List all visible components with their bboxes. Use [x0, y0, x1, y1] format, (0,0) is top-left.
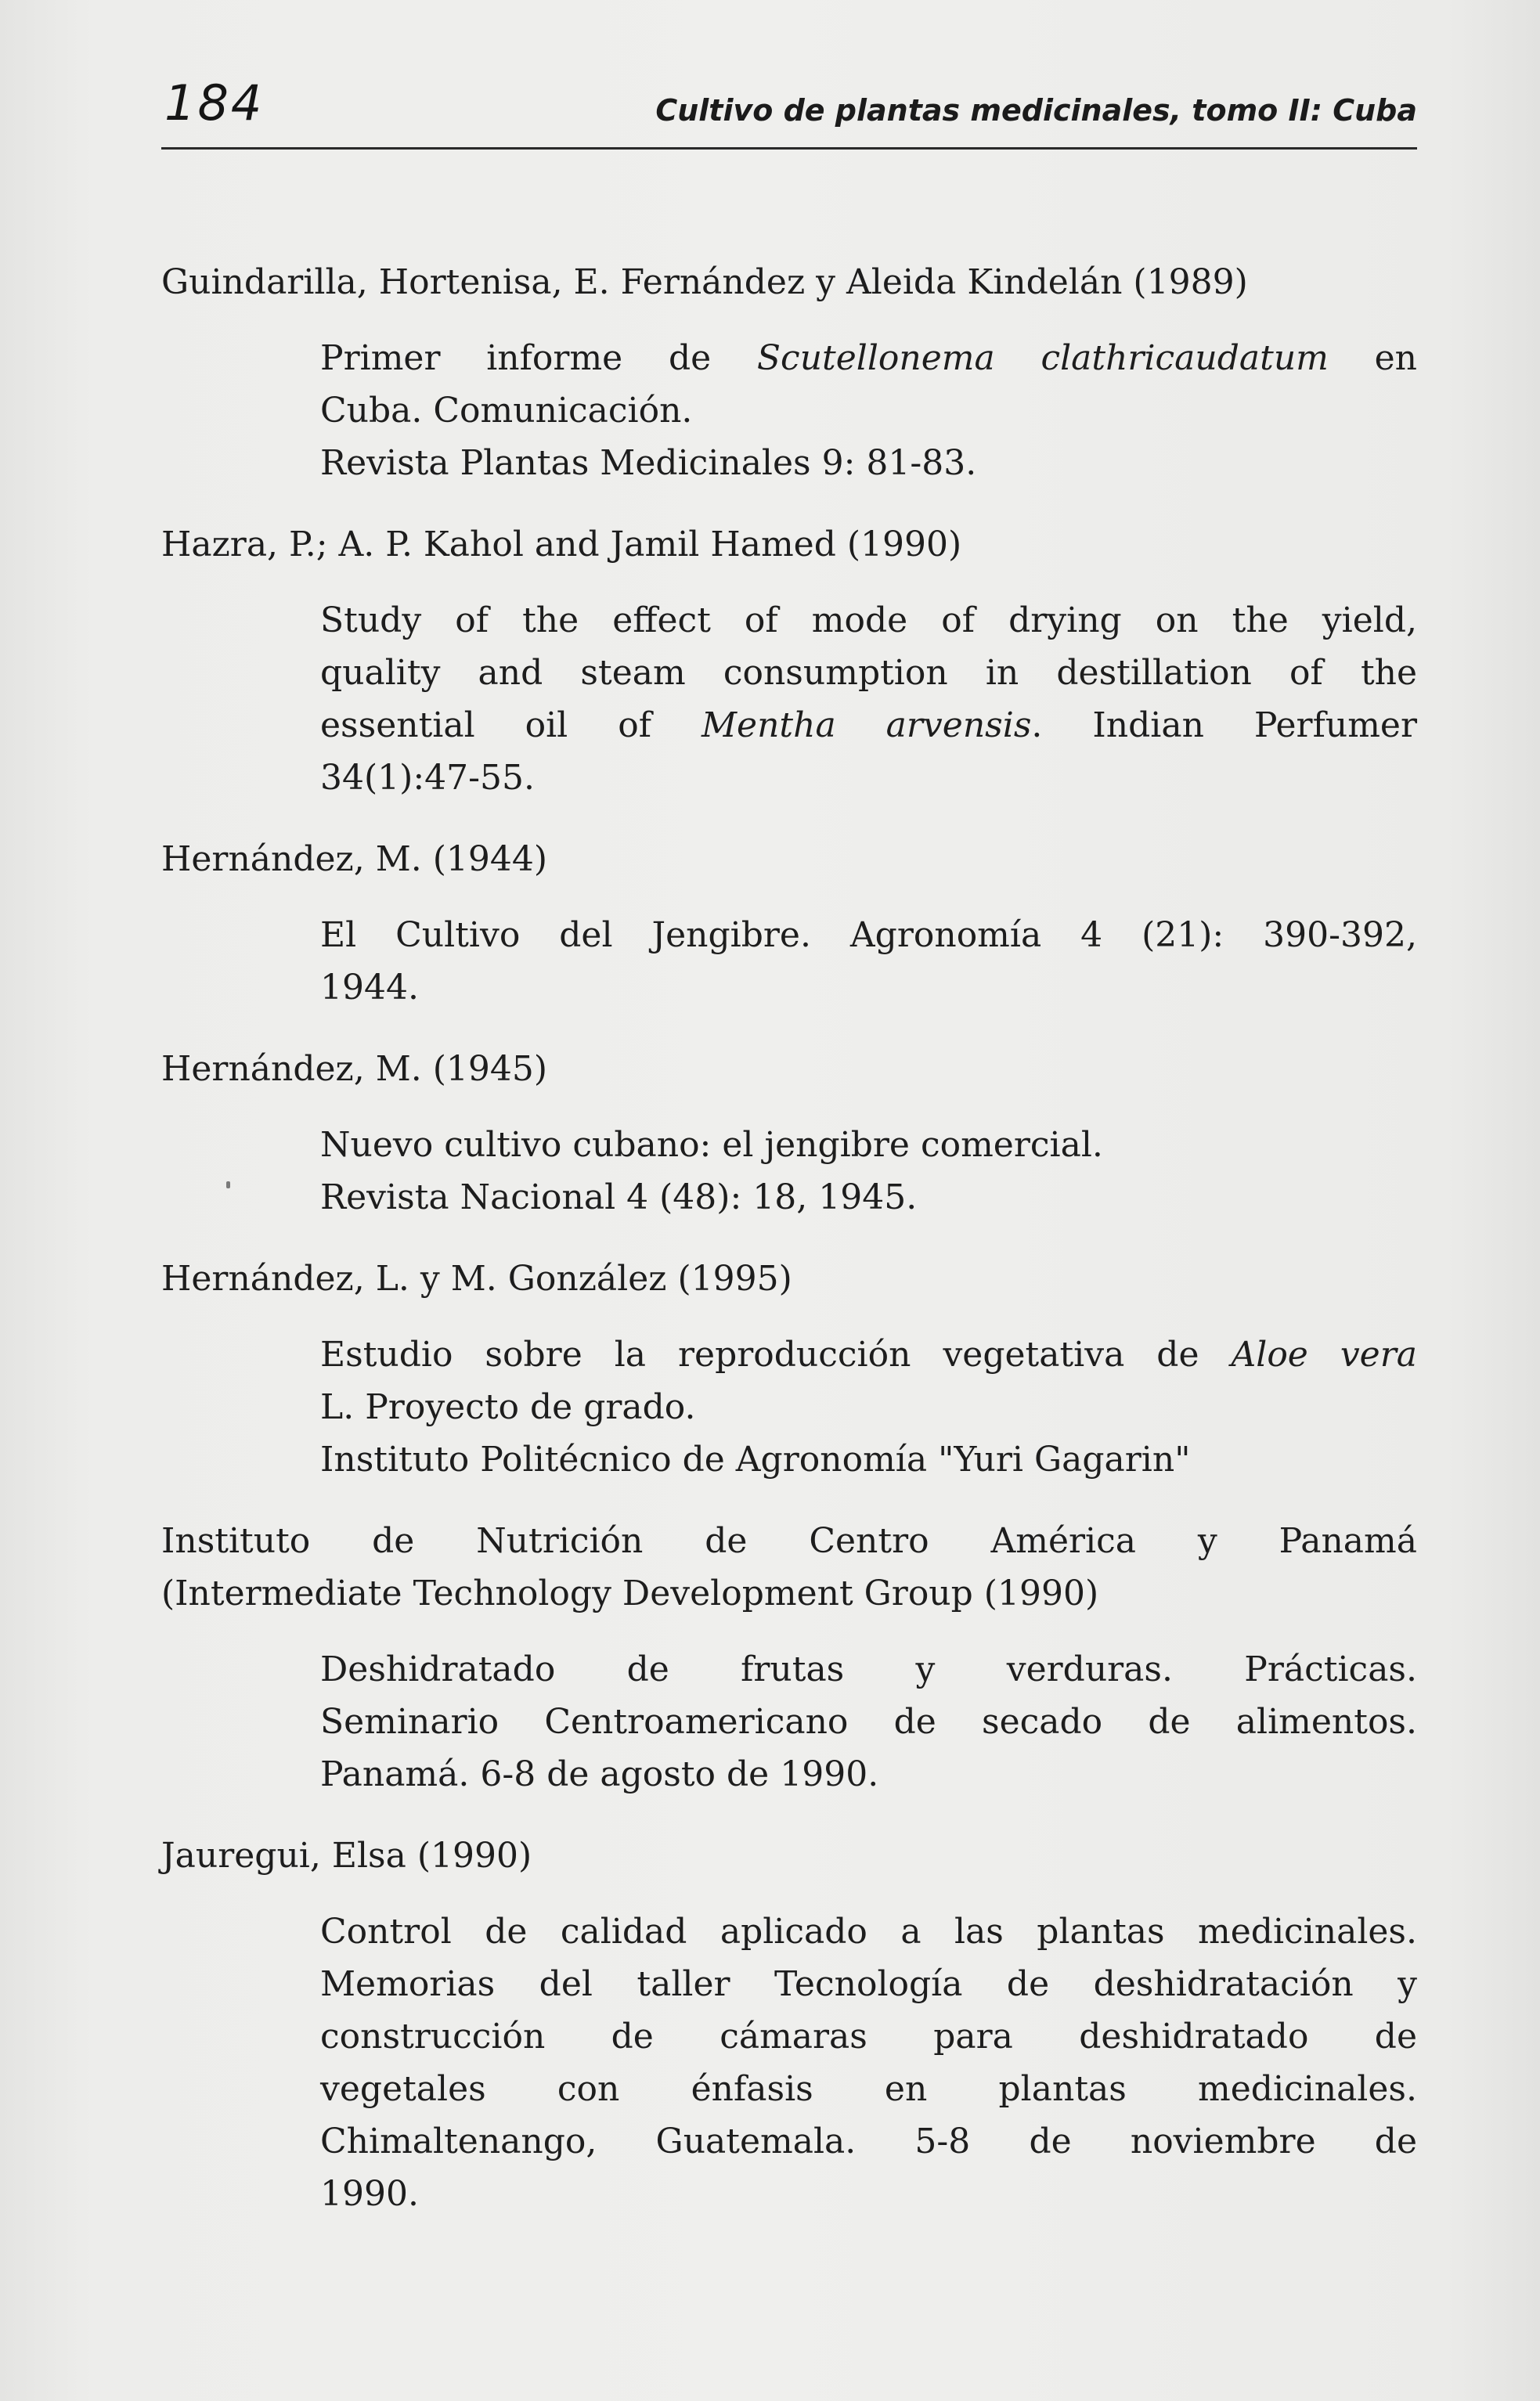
bibliography-entry: [161, 1515, 1417, 1801]
entry-detail: [320, 909, 1417, 1014]
entry-line: Revista Nacional 4 (48): 18, 1945.: [320, 1177, 918, 1217]
entry-line: Revista Plantas Medicinales 9: 81-83.: [320, 443, 977, 483]
entry-line: essential oil of Mentha arvensis. Indian Perfumer: [320, 705, 1418, 745]
entry-author: Guindarilla, Hortenisa, E. Fernández y Aleida Kindelán (1989): [161, 262, 1248, 302]
entry-detail: [320, 1643, 1417, 1801]
entry-line: 1944.: [320, 968, 419, 1008]
entry-line: 1990.: [320, 2174, 419, 2214]
entry-detail: [320, 594, 1417, 804]
bibliography-entry: [161, 518, 1417, 804]
entry-author: Hernández, M. (1944): [161, 839, 548, 879]
entry-author: Instituto de Nutrición de Centro América y Panamá: [161, 1521, 1417, 1561]
entry-line: Cuba. Comunicación.: [320, 391, 693, 431]
entry-detail: [320, 332, 1417, 489]
print-speck: [226, 1181, 230, 1188]
entry-line: El Cultivo del Jengibre. Agronomía 4 (21): 390-392,: [320, 915, 1417, 955]
page-number: 184: [164, 74, 265, 132]
bibliography-entry: [161, 1043, 1417, 1224]
entry-line: Control de calidad aplicado a las plantas medicinales.: [320, 1912, 1417, 1952]
entry-line: construcción de cámaras para deshidratado de: [320, 2017, 1417, 2057]
entry-author: Hernández, L. y M. González (1995): [161, 1259, 792, 1299]
entry-author: Hazra, P.; A. P. Kahol and Jamil Hamed (1990): [161, 525, 962, 564]
entry-line: vegetales con énfasis en plantas medicinales.: [320, 2069, 1417, 2109]
entry-line: Estudio sobre la reproducción vegetativa de Aloe vera: [320, 1335, 1417, 1375]
entry-author: Jauregui, Elsa (1990): [161, 1836, 532, 1876]
bibliography-entry: [161, 256, 1417, 489]
bibliography-entry: [161, 1253, 1417, 1486]
entry-line: L. Proyecto de grado.: [320, 1387, 696, 1427]
entry-detail: [320, 1328, 1417, 1486]
entry-author: Hernández, M. (1945): [161, 1049, 548, 1089]
running-title: Cultivo de plantas medicinales, tomo II: Cuba: [655, 93, 1417, 128]
entry-line: Deshidratado de frutas y verduras. Prácticas.: [320, 1649, 1417, 1689]
entry-detail: [320, 1905, 1417, 2220]
bibliography-entry: [161, 833, 1417, 1014]
bibliography-list: [161, 256, 1417, 2249]
scientific-name: Aloe vera: [1231, 1335, 1417, 1375]
entry-line: Chimaltenango, Guatemala. 5-8 de noviembre de: [320, 2122, 1417, 2161]
entry-line: Panamá. 6-8 de agosto de 1990.: [320, 1754, 879, 1794]
bibliography-entry: [161, 1830, 1417, 2220]
entry-line: Memorias del taller Tecnología de deshidratación y: [320, 1964, 1417, 2004]
entry-detail: [320, 1119, 1417, 1224]
page-header: [161, 74, 1417, 150]
scientific-name: Scutellonema clathricaudatum: [756, 338, 1329, 378]
scientific-name: Mentha arvensis: [701, 705, 1032, 745]
entry-line: Study of the effect of mode of drying on the yield,: [320, 600, 1417, 640]
entry-line: Instituto Politécnico de Agronomía "Yuri Gagarin": [320, 1440, 1191, 1480]
entry-line: Primer informe de Scutellonema clathricaudatum en: [320, 338, 1418, 378]
entry-line: quality and steam consumption in destillation of the: [320, 653, 1417, 693]
entry-line: Nuevo cultivo cubano: el jengibre comercial.: [320, 1125, 1103, 1165]
entry-line: Seminario Centroamericano de secado de alimentos.: [320, 1702, 1417, 1742]
header-rule: [161, 147, 1417, 150]
entry-author-continued: (Intermediate Technology Development Group (1990): [161, 1574, 1099, 1613]
entry-line: 34(1):47-55.: [320, 758, 535, 798]
